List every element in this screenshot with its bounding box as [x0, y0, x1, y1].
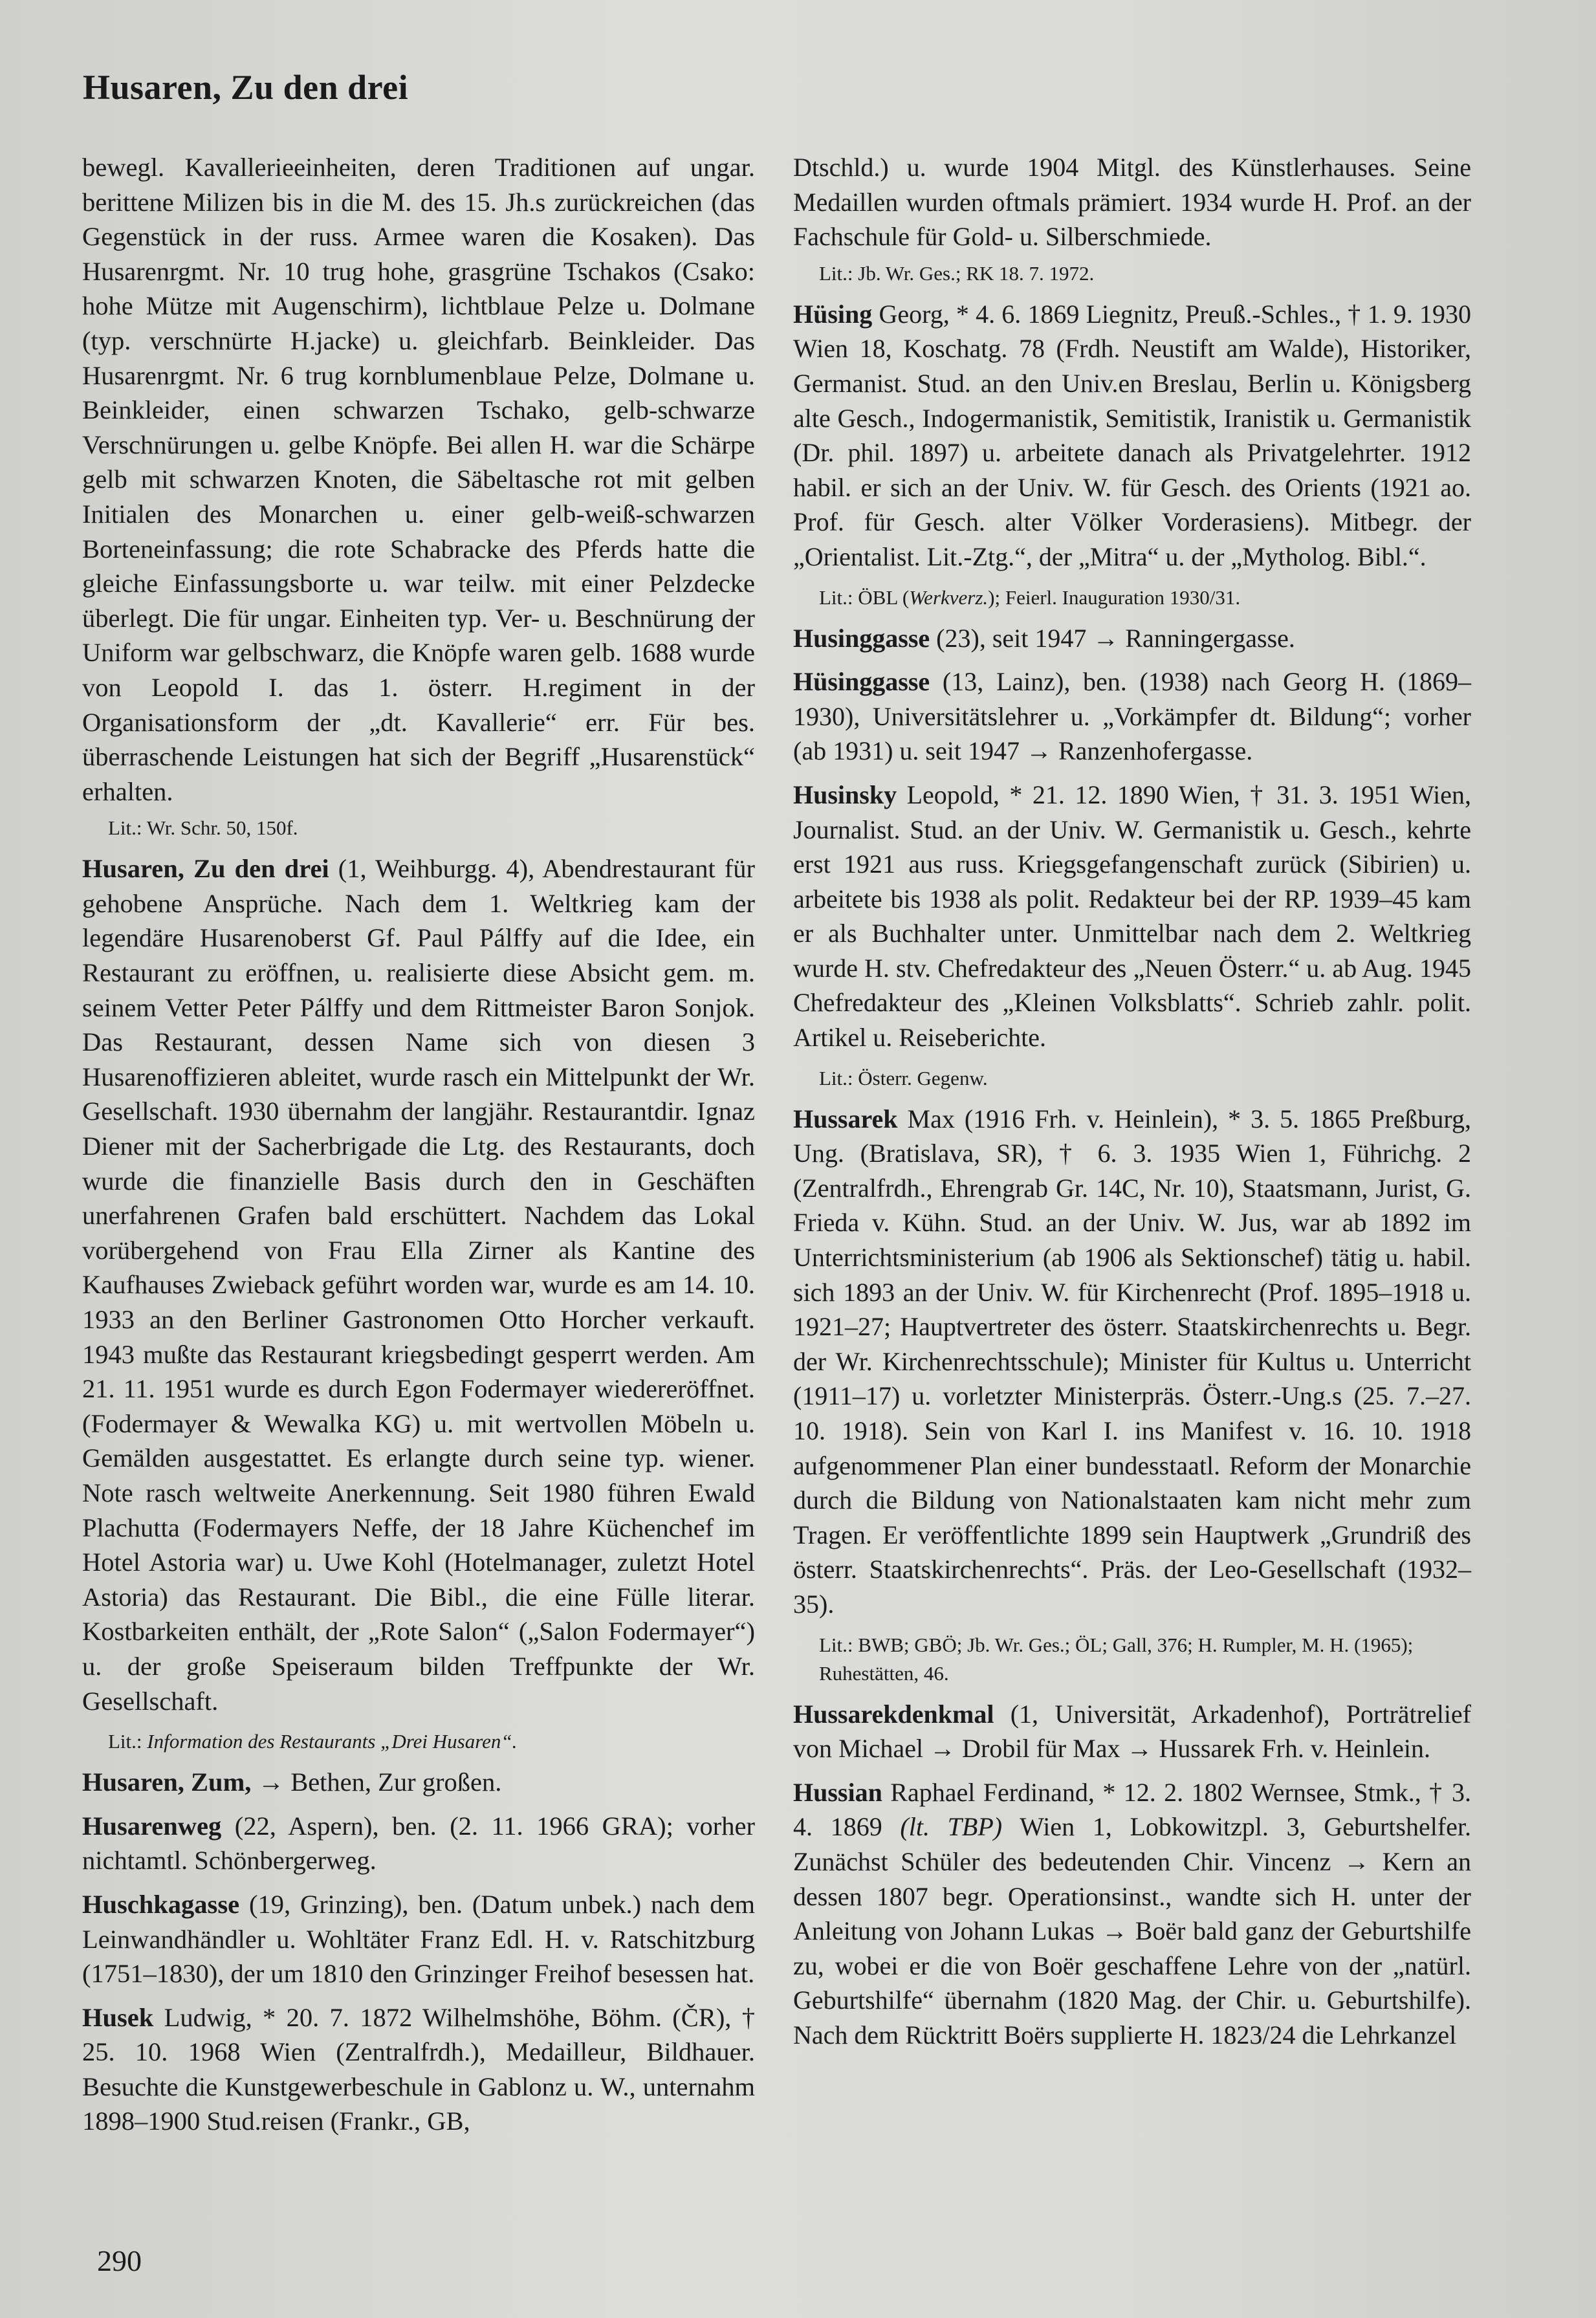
entry-hussian	[793, 1775, 1471, 2053]
entry-text: (1, Universität, Arkadenhof), Porträtrelief von Michael → Drobil für Max → Hussarek Frh. v. Heinlein.	[793, 1699, 1471, 1764]
literature-note: Lit.: Wr. Schr. 50, 150f.	[108, 816, 298, 840]
entry-headword: Hüsinggasse	[793, 667, 930, 697]
entry-husinggasse	[793, 621, 1471, 656]
entry-text: Raphael Ferdinand, * 12. 2. 1802 Wernsee, Stmk., † 3. 4. 1869	[793, 1777, 1471, 1842]
entry-huesing	[793, 297, 1471, 574]
literature-title: Information des Restaurants „Drei Husaren“.	[147, 1730, 518, 1753]
literature-suffix: ); Feierl. Inauguration 1930/31.	[988, 585, 1241, 609]
running-head: Husaren, Zu den drei	[83, 68, 409, 107]
entry-text: (13, Lainz), ben. (1938) nach Georg H. (1869–1930), Universitätslehrer u. „Vorkämpfer dt. Bildung“; vorher (ab 1931) u. seit 1947 → Ranzenhofergasse.	[793, 667, 1472, 766]
entry-text: (22, Aspern), ben. (2. 11. 1966 GRA); vorher nichtamtl. Schönbergerweg.	[82, 1811, 755, 1875]
entry-husinsky	[793, 778, 1471, 1055]
literature-note	[108, 1727, 755, 1756]
entry-text: → Bethen, Zur großen.	[257, 1767, 502, 1797]
literature-prefix: Lit.: ÖBL (	[819, 585, 910, 609]
literature-title: Werkverz.	[909, 585, 989, 609]
entry-husarenweg	[82, 1809, 755, 1878]
entry-headword: Hussian	[793, 1777, 882, 1807]
entry-headword: Husaren, Zum,	[82, 1767, 252, 1797]
literature-note: Lit.: Österr. Gegenw.	[819, 1066, 988, 1089]
entry-huesinggasse	[793, 664, 1471, 769]
page-number: 290	[97, 2244, 142, 2277]
entry-husek	[82, 2000, 755, 2139]
entry-headword: Husinsky	[793, 780, 897, 809]
entry-headword: Husinggasse	[793, 623, 930, 653]
entry-hussarek	[793, 1102, 1471, 1622]
entry-husaren-zum	[82, 1765, 755, 1800]
right-column	[793, 150, 1471, 2062]
entry-headword: Hussarekdenkmal	[793, 1699, 994, 1729]
entry-text: (19, Grinzing), ben. (Datum unbek.) nach dem Leinwandhändler u. Wohltäter Franz Edl. H. v. Ratschitzburg (1751–1830), der um 1810 den Grinzinger Freihof besessen hat.	[82, 1889, 756, 1989]
literature-prefix: Lit.:	[108, 1730, 142, 1753]
entry-text: Ludwig, * 20. 7. 1872 Wilhelmshöhe, Böhm. (ČR), † 25. 10. 1968 Wien (Zentralfrdh.), Medailleur, Bildhauer. Besuchte die Kunstgewerbeschule in Gablonz u. W., unternahm 1898–1900 Stud.reisen (Frankr., GB,	[82, 2002, 756, 2136]
entry-text: Wien 1, Lobkowitzpl. 3, Geburtshelfer. Zunächst Schüler des bedeutenden Chir. Vincenz → Kern an dessen 1807 begr. Operationsinst., wandte sich H. unter der Anleitung von Johann Lukas → Boër bald ganz der Geburtshilfe zu, wobei er die von Boër geschaffene Lehre von der „natürl. Geburtshilfe“ übernahm (1820 Mag. der Chir. u. Geburtshilfe). Nach dem Rücktritt Boërs supplierte H. 1823/24 die Lehrkanzel	[793, 1812, 1472, 2050]
entry-text: Leopold, * 21. 12. 1890 Wien, † 31. 3. 1951 Wien, Journalist. Stud. an der Univ. W. Germanistik u. Gesch., kehrte erst 1921 aus russ. Kriegsgefangenschaft zurück (Sibirien) u. arbeitete bis 1938 als polit. Redakteur bei der RP. 1939–45 kam er als Buchhalter unter. Unmittelbar nach dem 2. Weltkrieg wurde H. stv. Chefredakteur des „Neuen Österr.“ u. ab Aug. 1945 Chefredakteur des „Kleinen Volksblatts“. Schrieb zahlr. polit. Artikel u. Reiseberichte.	[793, 780, 1471, 1053]
entry-headword: Hüsing	[793, 299, 873, 329]
entry-text: (23), seit 1947 → Ranningergasse.	[936, 623, 1295, 653]
entry-source-note: (lt. TBP)	[900, 1812, 1003, 1842]
entry-headword: Hussarek	[793, 1104, 898, 1133]
entry-huschkagasse	[82, 1887, 755, 1991]
continued-entry-text: bewegl. Kavallerieeinheiten, deren Traditionen auf ungar. berittene Milizen bis in die M. des 15. Jh.s zurückreichen (das Gegenstück in der russ. Armee waren die Kosaken). Das Husarenrgmt. Nr. 10 trug hohe, grasgrüne Tschakos (Csako: hohe Mütze mit Augenschirm), lichtblaue Pelze u. Dolmane (typ. verschnürte H.jacke) u. gleichfarb. Beinkleider. Das Husarenrgmt. Nr. 6 trug kornblumenblaue Pelze, Dolmane u. Beinkleider, einen schwarzen Tschako, gelb-schwarze Verschnürungen u. gelbe Knöpfe. Bei allen H. war die Schärpe gelb mit schwarzen Knoten, die Säbeltasche rot mit gelben Initialen des Monarchen u. einer gelb-weiß-schwarzen Borteneinfassung; die rote Schabracke des Pferds hatte die gleiche Einfassungsborte u. war teilw. mit einer Pelzdecke überlegt. Die für ungar. Einheiten typ. Ver- u. Beschnürung der Uniform war gelbschwarz, die Knöpfe waren gelb. 1688 wurde von Leopold I. das 1. österr. H.regiment in der Organisationsform der „dt. Kavallerie“ err. Für bes. überraschende Leistungen hat sich der Begriff „Husarenstück“ erhalten.	[82, 153, 755, 806]
entry-hussarekdenkmal	[793, 1697, 1471, 1766]
entry-headword: Husarenweg	[82, 1811, 222, 1841]
entry-text: (1, Weihburgg. 4), Abendrestaurant für gehobene Ansprüche. Nach dem 1. Weltkrieg kam der legendäre Husarenoberst Gf. Paul Pálffy auf die Idee, ein Restaurant zu eröffnen, u. realisierte diese Absicht gem. m. seinem Vetter Peter Pálffy und dem Rittmeister Baron Sonjok. Das Restaurant, dessen Name sich von diesen 3 Husarenoffizieren ableitet, wurde rasch ein Mittelpunkt der Wr. Gesellschaft. 1930 übernahm der langjähr. Restaurantdir. Ignaz Diener mit der Sacherbrigade die Ltg. des Restaurants, doch wurde die finanzielle Basis durch den in Geschäften unerfahrenen Grafen bald erschüttert. Nachdem das Lokal vorübergehend von Frau Ella Zirner als Kantine des Kaufhauses Zwieback geführt worden war, wurde es am 14. 10. 1933 an den Berliner Gastronomen Otto Horcher verkauft. 1943 mußte das Restaurant kriegsbedingt gesperrt werden. Am 21. 11. 1951 wurde es durch Egon Fodermayer wiedereröffnet. (Fodermayer & Wewalka KG) u. mit wertvollen Möbeln u. Gemälden ausgestattet. Es erlangte durch seine typ. wiener. Note rasch weltweite Anerkennung. Seit 1980 führen Ewald Plachutta (Fodermayers Neffe, der 18 Jahre Küchenchef im Hotel Astoria war) u. Uwe Kohl (Hotelmanager, zuletzt Hotel Astoria) das Restaurant. Die Bibl., die eine Fülle literar. Kostbarkeiten enthält, der „Rote Salon“ („Salon Fodermayer“) u. der große Speiseraum bilden Treffpunkte der Wr. Gesellschaft.	[82, 854, 756, 1716]
entry-headword: Husaren, Zu den drei	[82, 854, 329, 884]
entry-headword: Huschkagasse	[82, 1889, 240, 1919]
entry-headword: Husek	[82, 2002, 154, 2032]
entry-text: Max (1916 Frh. v. Heinlein), * 3. 5. 1865 Preßburg, Ung. (Bratislava, SR), † 6. 3. 1935 Wien 1, Führichg. 2 (Zentralfrdh., Ehrengrab Gr. 14C, Nr. 10), Staatsmann, Jurist, G. Frieda v. Kühn. Stud. an der Univ. W. Jus, war ab 1892 im Unterrichtsministerium (ab 1906 als Sektionschef) tätig u. habil. sich 1893 an der Univ. W. für Kirchenrecht (Prof. 1895–1918 u. 1921–27; Hauptvertreter des österr. Staatskirchenrechts u. Begr. der Wr. Kirchenrechtsschule); Minister für Kultus u. Unterricht (1911–17) u. vorletzter Ministerpräs. Österr.-Ung.s (25. 7.–27. 10. 1918). Sein von Karl I. ins Manifest v. 16. 10. 1918 aufgenommener Plan einer bundesstaatl. Reform der Monarchie durch die Bildung von Nationalstaaten kam nicht mehr zum Tragen. Er veröffentlichte 1899 sein Hauptwerk „Grundriß des österr. Staatskirchenrechts“. Präs. der Leo-Gesellschaft (1932–35).	[793, 1104, 1472, 1619]
literature-note: Lit.: BWB; GBÖ; Jb. Wr. Ges.; ÖL; Gall, 376; H. Rumpler, M. H. (1965); Ruhestätten, 46.	[819, 1633, 1414, 1685]
entry-text: Georg, * 4. 6. 1869 Liegnitz, Preuß.-Schles., † 1. 9. 1930 Wien 18, Koschatg. 78 (Frdh. Neustift am Walde), Historiker, Germanist. Stud. an den Univ.en Breslau, Berlin u. Königsberg alte Gesch., Indogermanistik, Semitistik, Iranistik u. Germanistik (Dr. phil. 1897) u. arbeitete danach als Privatgelehrter. 1912 habil. er sich an der Univ. W. für Gesch. des Orients (1921 ao. Prof. für Gesch. alter Völker Vorderasiens). Mitbegr. der „Orientalist. Lit.-Ztg.“, der „Mitra“ u. der „Mytholog. Bibl.“.	[793, 299, 1472, 571]
literature-note: Lit.: Jb. Wr. Ges.; RK 18. 7. 1972.	[819, 261, 1095, 285]
left-column	[82, 150, 755, 2148]
continued-entry-text: Dtschld.) u. wurde 1904 Mitgl. des Künstlerhauses. Seine Medaillen wurden oftmals prämiert. 1934 wurde H. Prof. an der Fachschule für Gold- u. Silberschmiede.	[793, 153, 1471, 252]
literature-note	[819, 584, 1471, 612]
entry-husaren-zu-den-drei	[82, 851, 755, 1718]
